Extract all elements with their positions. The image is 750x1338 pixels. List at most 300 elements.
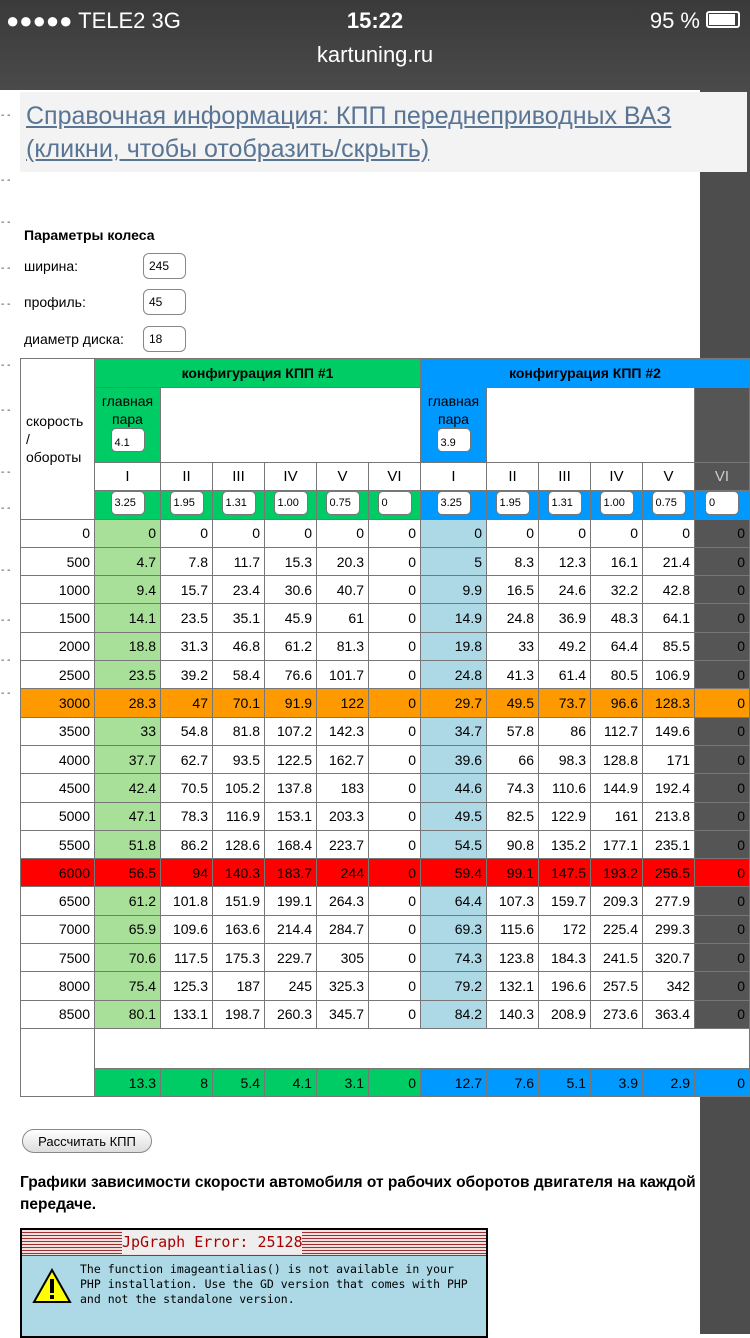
speed-cell: 0 [369, 802, 421, 830]
gear-header-1-II: II [161, 463, 213, 491]
speed-cell: 151.9 [213, 887, 265, 915]
speed-cell: 79.2 [421, 972, 487, 1000]
speed-cell: 76.6 [265, 661, 317, 689]
speed-cell: 23.4 [213, 576, 265, 604]
speed-cell: 199.1 [265, 887, 317, 915]
speed-cell: 177.1 [591, 830, 643, 858]
table-row [21, 661, 750, 689]
speed-cell: 193.2 [591, 859, 643, 887]
speed-cell: 183.7 [265, 859, 317, 887]
speed-cell: 66 [487, 745, 539, 773]
profile-input[interactable]: 45 [143, 289, 186, 315]
speed-cell: 75.4 [95, 972, 161, 1000]
speed-cell: 0 [695, 944, 750, 972]
speed-cell: 284.7 [317, 915, 369, 943]
speed-cell: 64.4 [591, 632, 643, 660]
rpm-cell: 7000 [21, 915, 95, 943]
speed-cell: 0 [695, 802, 750, 830]
speed-cell: 117.5 [161, 944, 213, 972]
gear-header-2-VI: VI [695, 463, 750, 491]
ratio-input-2-II[interactable]: 1.95 [496, 491, 530, 515]
rpm-cell: 3000 [21, 689, 95, 717]
clock: 15:22 [346, 8, 404, 33]
speed-cell: 105.2 [213, 774, 265, 802]
speed-cell: 11.7 [213, 547, 265, 575]
table-row [21, 576, 750, 604]
speed-cell: 9.4 [95, 576, 161, 604]
table-row [21, 915, 750, 943]
ratio-input-2-IV[interactable]: 1.00 [600, 491, 634, 515]
rpm-cell: 6500 [21, 887, 95, 915]
speed-cell: 24.8 [421, 661, 487, 689]
calculate-button[interactable]: Рассчитать КПП [22, 1129, 152, 1153]
speed-cell: 277.9 [643, 887, 695, 915]
ratio-input-2-VI[interactable]: 0 [705, 491, 739, 515]
speed-cell: 107.2 [265, 717, 317, 745]
speed-cell: 0 [369, 774, 421, 802]
speed-cell: 90.8 [487, 830, 539, 858]
rpm-cell: 4500 [21, 774, 95, 802]
disk-label: диаметр диска: [24, 331, 124, 347]
speed-cell: 0 [369, 1000, 421, 1028]
speed-cell: 171 [643, 745, 695, 773]
gear-header-2-V: V [643, 463, 695, 491]
speed-cell: 264.3 [317, 887, 369, 915]
speed-cell: 21.4 [643, 547, 695, 575]
speed-cell: 16.5 [487, 576, 539, 604]
speed-cell: 213.8 [643, 802, 695, 830]
gear-header-2-III: III [539, 463, 591, 491]
table-row [21, 774, 750, 802]
speed-cell: 14.9 [421, 604, 487, 632]
table-row [21, 972, 750, 1000]
table-row [21, 944, 750, 972]
speed-cell: 39.2 [161, 661, 213, 689]
speed-cell: 35.1 [213, 604, 265, 632]
speed-cell: 183 [317, 774, 369, 802]
total-cell: 5.1 [539, 1068, 591, 1096]
ratio-input-1-III[interactable]: 1.31 [222, 491, 256, 515]
speed-cell: 223.7 [317, 830, 369, 858]
main-pair-2-input[interactable]: 3.9 [437, 428, 471, 452]
speed-cell: 61.2 [265, 632, 317, 660]
dash-mark: - - [1, 217, 11, 228]
speed-cell: 45.9 [265, 604, 317, 632]
speed-cell: 0 [369, 887, 421, 915]
speed-cell: 0 [369, 915, 421, 943]
speed-cell: 163.6 [213, 915, 265, 943]
blank-row [21, 1028, 750, 1068]
speed-cell: 101.7 [317, 661, 369, 689]
ratio-input-2-V[interactable]: 0.75 [652, 491, 686, 515]
totals-row [21, 1068, 750, 1096]
speed-cell: 64.1 [643, 604, 695, 632]
total-cell: 13.3 [95, 1068, 161, 1096]
ratio-cell [95, 491, 161, 519]
speed-cell: 49.2 [539, 632, 591, 660]
speed-cell: 168.4 [265, 830, 317, 858]
table-row [21, 519, 750, 547]
speed-cell: 0 [695, 1000, 750, 1028]
speed-cell: 0 [643, 519, 695, 547]
rpm-cell: 5500 [21, 830, 95, 858]
rpm-cell: 5000 [21, 802, 95, 830]
speed-cell: 144.9 [591, 774, 643, 802]
speed-cell: 47.1 [95, 802, 161, 830]
speed-cell: 161 [591, 802, 643, 830]
speed-cell: 0 [265, 519, 317, 547]
ratio-cell [213, 491, 265, 519]
speed-cell: 74.3 [421, 944, 487, 972]
speed-cell: 0 [369, 519, 421, 547]
speed-cell: 115.6 [487, 915, 539, 943]
total-cell: 7.6 [487, 1068, 539, 1096]
speed-cell: 16.1 [591, 547, 643, 575]
speed-cell: 9.9 [421, 576, 487, 604]
speed-cell: 112.7 [591, 717, 643, 745]
speed-cell: 49.5 [421, 802, 487, 830]
table-row [21, 604, 750, 632]
error-message: The function imageantialias() is not available in your PHP installation. Use the GD version that comes with PHP and not the standalone version. [80, 1262, 468, 1306]
speed-cell: 162.7 [317, 745, 369, 773]
speed-cell: 122.9 [539, 802, 591, 830]
speed-cell: 198.7 [213, 1000, 265, 1028]
speed-cell: 0 [95, 519, 161, 547]
speed-cell: 122 [317, 689, 369, 717]
ratio-input-1-IV[interactable]: 1.00 [274, 491, 308, 515]
speed-cell: 101.8 [161, 887, 213, 915]
ratio-cell [161, 491, 213, 519]
speed-cell: 0 [369, 576, 421, 604]
speed-cell: 57.8 [487, 717, 539, 745]
speed-cell: 241.5 [591, 944, 643, 972]
speed-cell: 82.5 [487, 802, 539, 830]
speed-cell: 84.2 [421, 1000, 487, 1028]
table-row [21, 802, 750, 830]
total-cell: 8 [161, 1068, 213, 1096]
dash-mark: - - [1, 503, 11, 514]
speed-cell: 0 [695, 519, 750, 547]
speed-cell: 42.4 [95, 774, 161, 802]
speed-cell: 23.5 [161, 604, 213, 632]
ratio-input-1-I[interactable]: 3.25 [111, 491, 145, 515]
dash-mark: - - [1, 263, 11, 274]
speed-cell: 0 [369, 830, 421, 858]
speed-cell: 196.6 [539, 972, 591, 1000]
speed-cell: 29.7 [421, 689, 487, 717]
speed-cell: 260.3 [265, 1000, 317, 1028]
speed-cell: 20.3 [317, 547, 369, 575]
speed-cell: 0 [695, 745, 750, 773]
total-cell: 5.4 [213, 1068, 265, 1096]
speed-cell: 15.3 [265, 547, 317, 575]
speed-cell: 51.8 [95, 830, 161, 858]
speed-cell: 47 [161, 689, 213, 717]
status-bar [0, 8, 750, 38]
speed-cell: 209.3 [591, 887, 643, 915]
speed-cell: 245 [265, 972, 317, 1000]
speed-cell: 159.7 [539, 887, 591, 915]
jpgraph-error [20, 1228, 488, 1338]
error-title: JpGraph Error: 25128 [122, 1230, 302, 1254]
gear-header-1-V: V [317, 463, 369, 491]
speed-cell: 36.9 [539, 604, 591, 632]
speed-cell: 40.7 [317, 576, 369, 604]
config1-header: конфигурация КПП #1 [95, 359, 421, 388]
speed-cell: 94 [161, 859, 213, 887]
speed-cell: 225.4 [591, 915, 643, 943]
totals-label-cell [21, 1028, 95, 1096]
speed-cell: 59.4 [421, 859, 487, 887]
table-row [21, 547, 750, 575]
ratio-cell [265, 491, 317, 519]
speed-cell: 128.8 [591, 745, 643, 773]
speed-cell: 0 [695, 547, 750, 575]
speed-cell: 0 [369, 661, 421, 689]
speed-cell: 0 [369, 972, 421, 1000]
speed-cell: 153.1 [265, 802, 317, 830]
table-row [21, 859, 750, 887]
speed-cell: 0 [213, 519, 265, 547]
rpm-cell: 2000 [21, 632, 95, 660]
speed-cell: 4.7 [95, 547, 161, 575]
speed-cell: 14.1 [95, 604, 161, 632]
speed-cell: 133.1 [161, 1000, 213, 1028]
speed-cell: 61.4 [539, 661, 591, 689]
speed-cell: 110.6 [539, 774, 591, 802]
ratio-cell [317, 491, 369, 519]
speed-cell: 0 [487, 519, 539, 547]
speed-cell: 42.8 [643, 576, 695, 604]
rpm-cell: 7500 [21, 944, 95, 972]
speed-cell: 70.6 [95, 944, 161, 972]
ratio-input-2-III[interactable]: 1.31 [548, 491, 582, 515]
speed-cell: 147.5 [539, 859, 591, 887]
speed-cell: 116.9 [213, 802, 265, 830]
speed-cell: 48.3 [591, 604, 643, 632]
speed-cell: 106.9 [643, 661, 695, 689]
rpm-cell: 2500 [21, 661, 95, 689]
ratio-cell [487, 491, 539, 519]
table-row [21, 745, 750, 773]
speed-cell: 229.7 [265, 944, 317, 972]
graphs-title: Графики зависимости скорости автомобиля от рабочих оборотов двигателя на каждой передаче. [20, 1174, 696, 1213]
speed-cell: 15.7 [161, 576, 213, 604]
dash-mark: - - [1, 360, 11, 371]
speed-cell: 0 [695, 717, 750, 745]
speed-cell: 86 [539, 717, 591, 745]
speed-cell: 123.8 [487, 944, 539, 972]
speed-cell: 184.3 [539, 944, 591, 972]
speed-cell: 78.3 [161, 802, 213, 830]
speed-cell: 273.6 [591, 1000, 643, 1028]
profile-label: профиль: [24, 294, 86, 310]
speed-cell: 187 [213, 972, 265, 1000]
info-toggle-link[interactable]: Справочная информация: КПП переднеприводных ВАЗ (кликни, чтобы отобразить/скрыть) [26, 102, 672, 163]
ratio-cell [591, 491, 643, 519]
warning-icon [32, 1268, 72, 1304]
ratio-cell [539, 491, 591, 519]
dash-mark: - - [1, 467, 11, 478]
speed-cell: 64.4 [421, 887, 487, 915]
speed-cell: 342 [643, 972, 695, 1000]
speed-cell: 73.7 [539, 689, 591, 717]
speed-cell: 208.9 [539, 1000, 591, 1028]
gear-header-2-II: II [487, 463, 539, 491]
speed-cell: 46.8 [213, 632, 265, 660]
speed-cell: 172 [539, 915, 591, 943]
wheel-params-title: Параметры колеса [24, 227, 155, 243]
speed-cell: 18.8 [95, 632, 161, 660]
speed-cell: 12.3 [539, 547, 591, 575]
carrier: ●●●●● TELE2 3G [6, 8, 181, 33]
speed-cell: 125.3 [161, 972, 213, 1000]
table-row [21, 717, 750, 745]
dash-mark: - - [1, 615, 11, 626]
dash-mark: - - [1, 655, 11, 666]
browser-top-bar [0, 0, 750, 90]
speed-cell: 0 [539, 519, 591, 547]
speed-cell: 24.6 [539, 576, 591, 604]
speed-cell: 34.7 [421, 717, 487, 745]
speed-cell: 0 [369, 689, 421, 717]
speed-cell: 0 [369, 604, 421, 632]
speed-cell: 0 [369, 859, 421, 887]
speed-cell: 256.5 [643, 859, 695, 887]
rpm-cell: 0 [21, 519, 95, 547]
ratio-input-2-I[interactable]: 3.25 [437, 491, 471, 515]
speed-cell: 244 [317, 859, 369, 887]
speed-cell: 32.2 [591, 576, 643, 604]
speed-cell: 109.6 [161, 915, 213, 943]
speed-cell: 91.9 [265, 689, 317, 717]
speed-cell: 0 [369, 547, 421, 575]
speed-cell: 49.5 [487, 689, 539, 717]
speed-cell: 0 [695, 887, 750, 915]
gear-header-1-IV: IV [265, 463, 317, 491]
ratio-cell [643, 491, 695, 519]
table-row [21, 632, 750, 660]
speed-cell: 137.8 [265, 774, 317, 802]
rpm-cell: 4000 [21, 745, 95, 773]
gear-header-1-III: III [213, 463, 265, 491]
table-row [21, 689, 750, 717]
main-pair-2: главная пара 3.9 [421, 388, 487, 463]
info-panel [20, 92, 747, 172]
gear-header-1-VI: VI [369, 463, 421, 491]
table-row [21, 830, 750, 858]
rpm-cell: 1000 [21, 576, 95, 604]
speed-cell: 132.1 [487, 972, 539, 1000]
dash-mark: - - [1, 175, 11, 186]
speed-cell: 31.3 [161, 632, 213, 660]
total-cell: 3.9 [591, 1068, 643, 1096]
gearbox-table [20, 358, 750, 1097]
speed-cell: 28.3 [95, 689, 161, 717]
total-cell: 4.1 [265, 1068, 317, 1096]
speed-cell: 0 [695, 689, 750, 717]
speed-cell: 80.1 [95, 1000, 161, 1028]
config2-header: конфигурация КПП #2 [421, 359, 750, 388]
speed-cell: 128.6 [213, 830, 265, 858]
speed-cell: 325.3 [317, 972, 369, 1000]
speed-cell: 135.2 [539, 830, 591, 858]
speed-cell: 0 [369, 632, 421, 660]
speed-cell: 19.8 [421, 632, 487, 660]
width-input[interactable]: 245 [143, 253, 186, 279]
speed-cell: 93.5 [213, 745, 265, 773]
speed-cell: 86.2 [161, 830, 213, 858]
table-row [21, 1000, 750, 1028]
speed-cell: 96.6 [591, 689, 643, 717]
blank-cell [95, 1028, 750, 1068]
speed-cell: 305 [317, 944, 369, 972]
url-bar[interactable]: kartuning.ru [316, 42, 434, 67]
speed-cell: 7.8 [161, 547, 213, 575]
speed-cell: 5 [421, 547, 487, 575]
speed-cell: 140.3 [487, 1000, 539, 1028]
total-cell: 12.7 [421, 1068, 487, 1096]
speed-cell: 56.5 [95, 859, 161, 887]
speed-cell: 122.5 [265, 745, 317, 773]
rpm-cell: 8000 [21, 972, 95, 1000]
speed-cell: 23.5 [95, 661, 161, 689]
speed-cell: 24.8 [487, 604, 539, 632]
speed-cell: 257.5 [591, 972, 643, 1000]
speed-cell: 214.4 [265, 915, 317, 943]
gear-header-2-IV: IV [591, 463, 643, 491]
speed-cell: 345.7 [317, 1000, 369, 1028]
speed-cell: 30.6 [265, 576, 317, 604]
ratio-input-1-II[interactable]: 1.95 [170, 491, 204, 515]
dash-mark: - - [1, 565, 11, 576]
rpm-cell: 1500 [21, 604, 95, 632]
speed-cell: 81.3 [317, 632, 369, 660]
total-cell: 0 [369, 1068, 421, 1096]
speed-cell: 0 [695, 576, 750, 604]
speed-cell: 203.3 [317, 802, 369, 830]
ratio-input-1-V[interactable]: 0.75 [326, 491, 360, 515]
dash-mark: - - [1, 688, 11, 699]
speed-cell: 0 [695, 915, 750, 943]
speed-cell: 0 [695, 774, 750, 802]
speed-cell: 363.4 [643, 1000, 695, 1028]
battery-icon [706, 11, 740, 28]
speed-cell: 140.3 [213, 859, 265, 887]
dash-mark: - - [1, 405, 11, 416]
table-row [21, 887, 750, 915]
speed-cell: 0 [369, 944, 421, 972]
speed-cell: 44.6 [421, 774, 487, 802]
ratio-cell [695, 491, 750, 519]
speed-header: скорость / обороты [21, 359, 95, 520]
ratio-input-1-VI[interactable]: 0 [378, 491, 412, 515]
speed-cell: 65.9 [95, 915, 161, 943]
speed-cell: 81.8 [213, 717, 265, 745]
speed-cell: 0 [695, 632, 750, 660]
speed-cell: 235.1 [643, 830, 695, 858]
total-cell: 3.1 [317, 1068, 369, 1096]
speed-cell: 33 [95, 717, 161, 745]
battery-percent: 95 % [649, 8, 700, 33]
speed-cell: 39.6 [421, 745, 487, 773]
main-pair-1-input[interactable]: 4.1 [111, 428, 145, 452]
speed-cell: 41.3 [487, 661, 539, 689]
dash-mark: - - [1, 110, 11, 121]
speed-cell: 33 [487, 632, 539, 660]
speed-cell: 0 [695, 830, 750, 858]
disk-input[interactable]: 18 [143, 326, 186, 352]
